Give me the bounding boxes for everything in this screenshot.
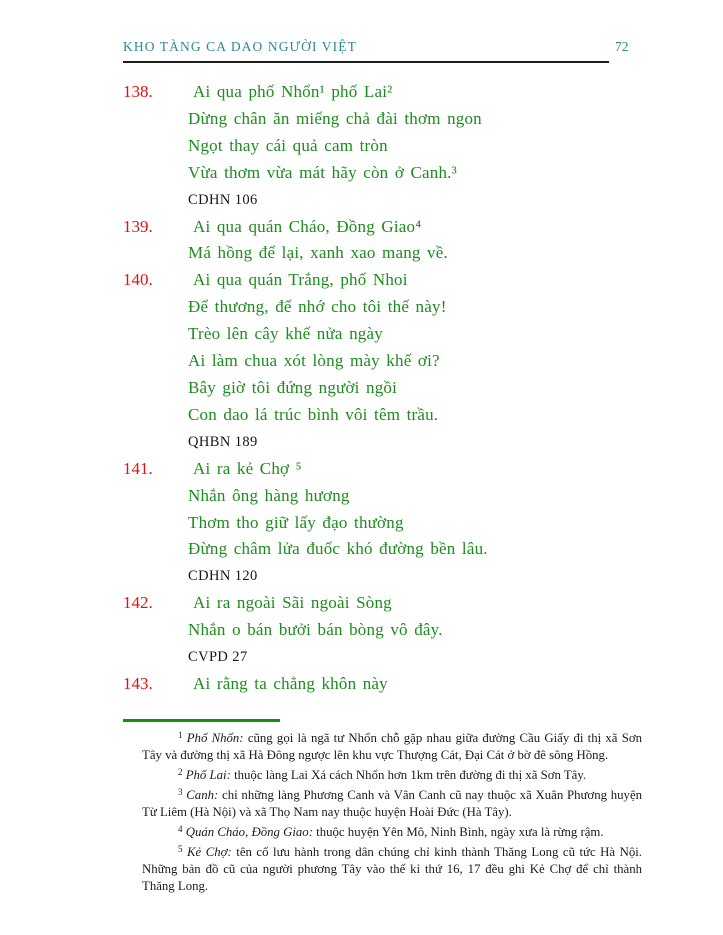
verse-list	[123, 79, 663, 698]
verse-line: Nhắn o bán bưởi bán bòng vô đây.	[188, 620, 443, 640]
verse-line: Ai qua phố Nhổn¹ phố Lai²	[193, 82, 393, 101]
verse-line: Để thương, để nhớ cho tôi thế này!	[188, 297, 447, 317]
verse-line: Bây giờ tôi đứng người ngồi	[188, 377, 398, 397]
entry-number: 139.	[123, 216, 153, 236]
footnote-text: chỉ những làng Phương Canh và Vân Canh cũ nay thuộc xã Xuân Phương huyện Từ Liêm (Hà Nội) và xã Thọ Nam nay thuộc huyện Hoài Đức (Hà Tây).	[142, 788, 643, 819]
footnote-text: thuộc huyện Yên Mô, Ninh Bình, ngày xưa là rừng rậm.	[316, 825, 604, 839]
entry-140	[123, 267, 663, 455]
footnote-marker: 5	[178, 844, 183, 854]
verse-line: Ai ra ngoài Sãi ngoài Sòng	[193, 593, 392, 613]
verse-line: Ngọt thay cái quả cam tròn	[188, 135, 388, 155]
footnote-text: thuộc làng Lai Xá cách Nhổn hơn 1km trên đường đi thị xã Sơn Tây.	[234, 768, 587, 782]
entry-number: 143.	[123, 673, 153, 693]
footnote-marker: 4	[178, 824, 183, 834]
entry-138	[123, 79, 663, 214]
entry-number: 140.	[123, 270, 153, 290]
footnote-term: Quán Cháo, Đồng Giao:	[185, 825, 313, 839]
verse-line: Ai ra kẻ Chợ ⁵	[193, 458, 302, 478]
footnote-term: Phố Nhổn:	[186, 731, 244, 745]
verse-line: Ai làm chua xót lòng mày khế ơi?	[188, 351, 440, 371]
verse-line: Đừng châm lửa đuốc khó đường bền lâu.	[188, 539, 488, 559]
header-rule	[123, 61, 609, 63]
verse-line: Ai qua quán Cháo, Đồng Giao⁴	[193, 216, 422, 236]
footnote-5	[142, 841, 642, 895]
verse-line: Ai rằng ta chẳng khôn này	[193, 673, 388, 693]
entry-141	[123, 456, 663, 591]
source-citation: CDHN 106	[188, 191, 258, 208]
footnote-marker: 1	[178, 730, 183, 740]
source-citation: QHBN 189	[188, 433, 258, 450]
entry-number: 138.	[123, 82, 153, 101]
source-citation: CDHN 120	[188, 568, 258, 585]
entry-139	[123, 214, 663, 268]
verse-line: Vừa thơm vừa mát hãy còn ở Canh.³	[188, 162, 457, 182]
footnote-text: tên cổ lưu hành trong dân chúng chỉ kinh thành Thăng Long cũ tức Hà Nội. Những bản đồ cũ của người phương Tây vào thế kỉ thứ 16, 17 đều ghi Kẻ Chợ để chỉ thành Thăng Long.	[142, 845, 642, 893]
entry-number: 142.	[123, 593, 153, 613]
footnote-separator	[123, 719, 280, 722]
verse-line: Dừng chân ăn miếng chả đài thơm ngon	[188, 108, 482, 128]
footnote-3	[142, 784, 642, 821]
footnote-2	[142, 764, 642, 784]
footnotes	[142, 727, 642, 895]
entry-143	[123, 671, 663, 698]
verse-line: Nhắn ông hàng hương	[188, 485, 350, 505]
footnote-marker: 3	[178, 787, 183, 797]
page-number: 72	[615, 39, 629, 54]
footnote-term: Kẻ Chợ:	[187, 845, 232, 859]
verse-line: Trèo lên cây khế nửa ngày	[188, 324, 383, 344]
verse-line: Thơm tho giữ lấy đạo thường	[188, 512, 404, 532]
footnote-term: Canh:	[186, 788, 219, 802]
page-title: KHO TÀNG CA DAO NGƯỜI VIỆT	[123, 39, 357, 54]
footnote-4	[142, 821, 642, 841]
verse-line: Má hồng để lại, xanh xao mang về.	[188, 243, 448, 263]
entry-142	[123, 590, 663, 671]
verse-line: Con dao lá trúc bình vôi têm trầu.	[188, 404, 439, 424]
footnote-text: cũng gọi là ngã tư Nhổn chỗ gặp nhau giữa đường Cầu Giấy đi thị xã Sơn Tây và đường thị xã Hà Đông ngược lên khu vực Thượng Cát, Đại Cát ở bờ đê sông Hồng.	[142, 731, 642, 762]
footnote-term: Phố Lai:	[185, 768, 231, 782]
footnote-marker: 2	[178, 767, 183, 777]
verse-line: Ai qua quán Trắng, phố Nhoi	[193, 270, 408, 290]
entry-number: 141.	[123, 458, 153, 478]
footnote-1	[142, 727, 642, 764]
source-citation: CVPD 27	[188, 649, 248, 666]
